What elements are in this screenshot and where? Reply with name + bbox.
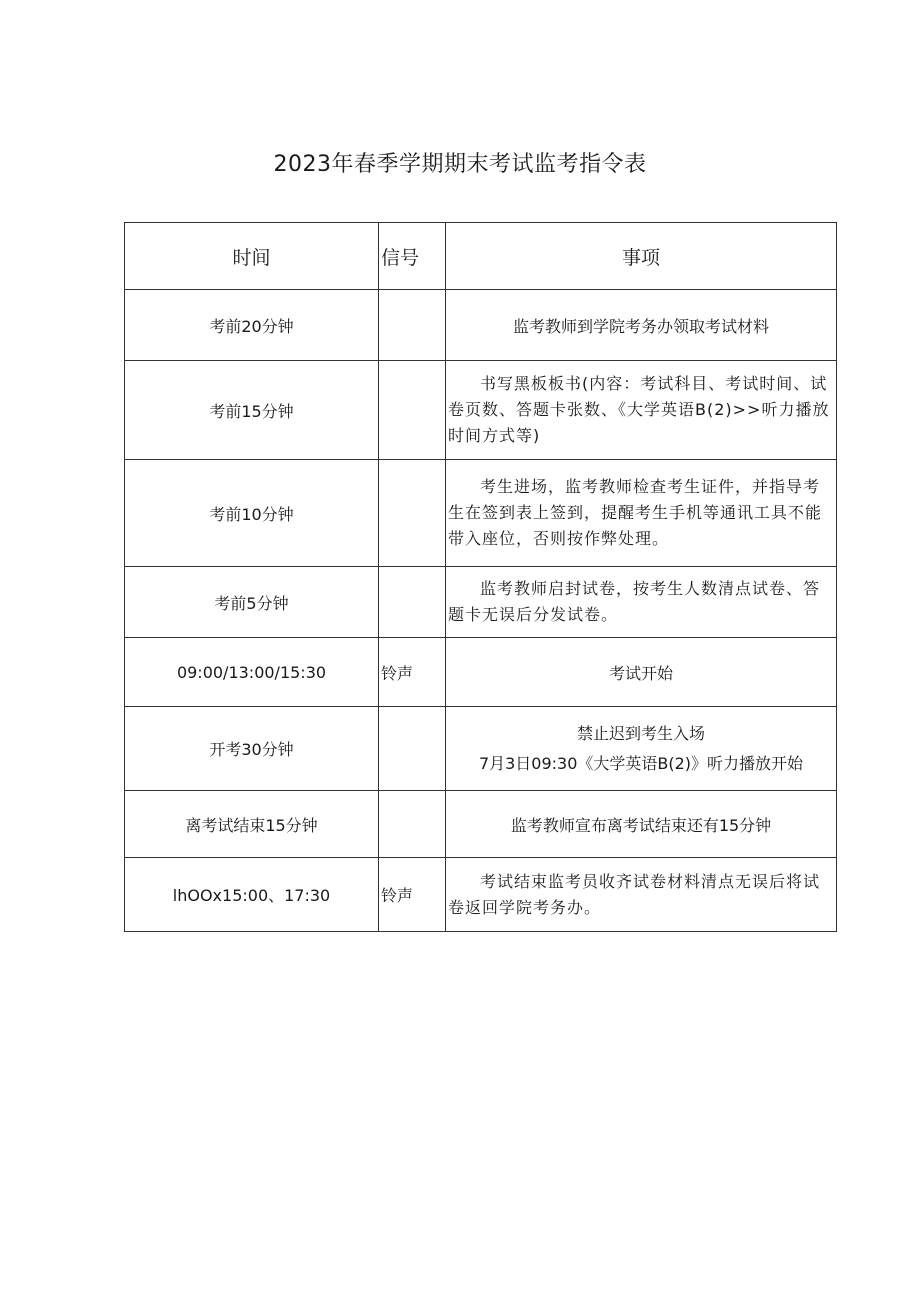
row-signal <box>379 707 446 791</box>
table-row <box>125 460 837 567</box>
document-title: 2023年春季学期期末考试监考指令表 <box>273 152 647 177</box>
row-time: 离考试结束15分钟 <box>125 791 379 858</box>
header-time: 时间 <box>125 223 379 290</box>
row-time: 考前5分钟 <box>125 567 379 638</box>
table-row <box>125 858 837 932</box>
row-signal <box>379 460 446 567</box>
row-signal: 铃声 <box>379 638 446 707</box>
row-item: 考试结束监考员收齐试卷材料清点无误后将试卷返回学院考务办。 <box>446 858 837 932</box>
row-item <box>446 707 837 791</box>
table-row <box>125 290 837 361</box>
row-item: 监考教师宣布离考试结束还有15分钟 <box>446 791 837 858</box>
row-item: 监考教师启封试卷，按考生人数清点试卷、答题卡无误后分发试卷。 <box>446 567 837 638</box>
row-time: lhOOx15:00、17:30 <box>125 858 379 932</box>
row-time: 09:00/13:00/15:30 <box>125 638 379 707</box>
row-time: 开考30分钟 <box>125 707 379 791</box>
header-item: 事项 <box>446 223 837 290</box>
row-item: 考生进场，监考教师检查考生证件，并指导考生在签到表上签到，提醒考生手机等通讯工具不能带入座位，否则按作弊处理。 <box>446 460 837 567</box>
table-row <box>125 707 837 791</box>
table-header-row <box>125 223 837 290</box>
row-signal <box>379 567 446 638</box>
header-signal: 信号 <box>379 223 446 290</box>
row-signal <box>379 361 446 460</box>
row-time: 考前15分钟 <box>125 361 379 460</box>
row-item: 书写黑板板书(内容：考试科目、考试时间、试卷页数、答题卡张数、《大学英语B(2)>>听力播放时间方式等) <box>446 361 837 460</box>
row-item: 监考教师到学院考务办领取考试材料 <box>446 290 837 361</box>
row-time: 考前20分钟 <box>125 290 379 361</box>
table-row <box>125 791 837 858</box>
row-signal: 铃声 <box>379 858 446 932</box>
row-item-line: 7月3日09:30《大学英语B(2)》听力播放开始 <box>478 753 804 773</box>
row-signal <box>379 791 446 858</box>
table-row <box>125 361 837 460</box>
row-time: 考前10分钟 <box>125 460 379 567</box>
row-item-line: 禁止迟到考生入场 <box>576 723 705 743</box>
row-item: 考试开始 <box>446 638 837 707</box>
row-signal <box>379 290 446 361</box>
proctor-command-table <box>124 222 837 932</box>
table-row <box>125 638 837 707</box>
table-row <box>125 567 837 638</box>
